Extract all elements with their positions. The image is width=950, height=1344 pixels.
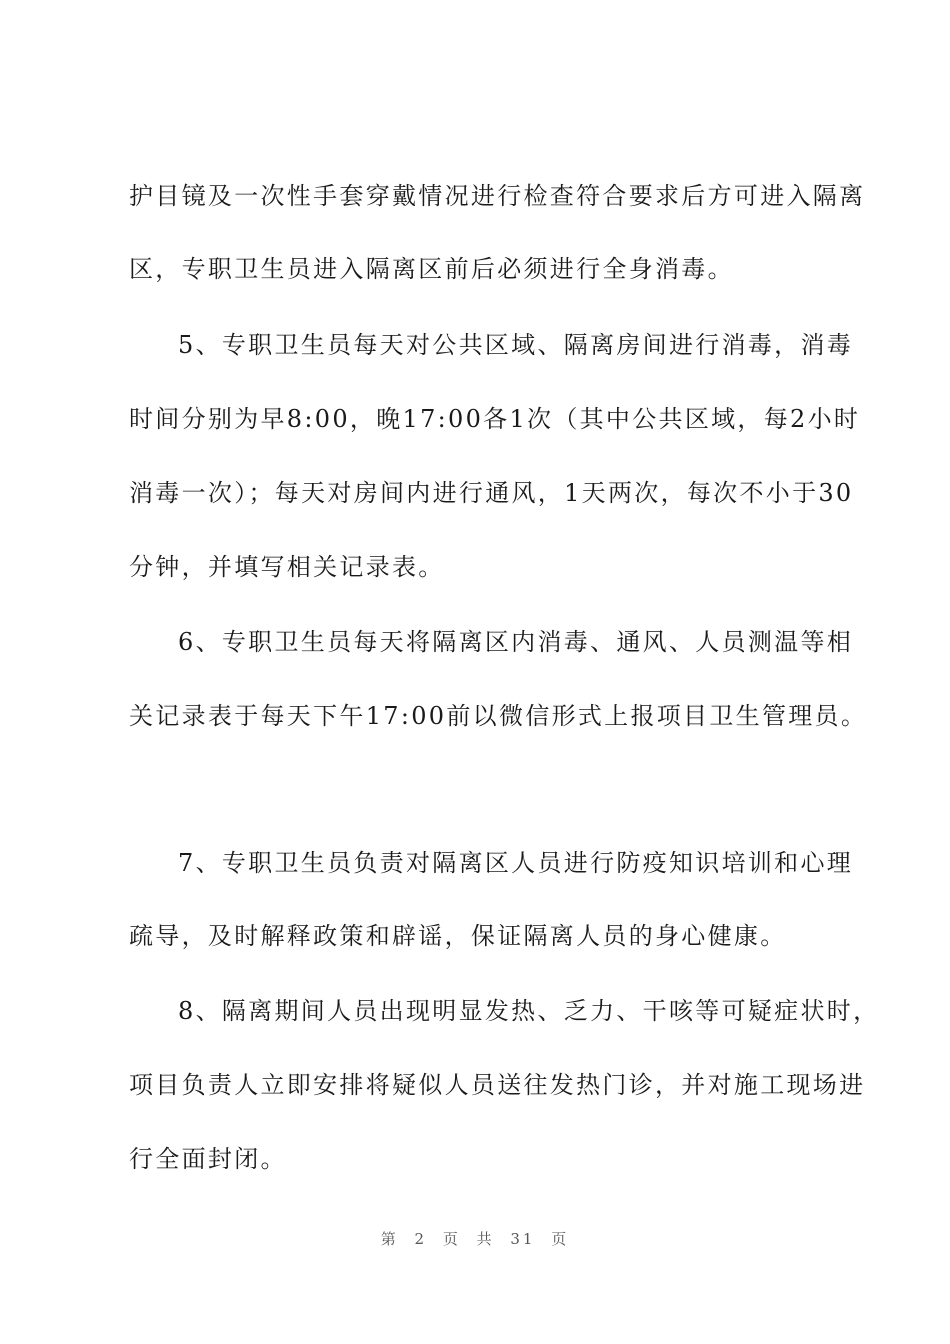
paragraph-line: 区，专职卫生员进入隔离区前后必须进行全身消毒。 [129,255,734,283]
paragraph-line: 时间分别为早8:00，晚17:00各1次（其中公共区域，每2小时 [129,405,861,433]
page-footer: 第 2 页 共 31 页 [380,1230,570,1248]
paragraph-line: 分钟，并填写相关记录表。 [129,553,445,581]
paragraph-6-line: 6、专职卫生员每天将隔离区内消毒、通风、人员测温等相 [178,628,854,656]
paragraph-line: 护目镜及一次性手套穿戴情况进行检查符合要求后方可进入隔离 [129,182,866,210]
paragraph-line: 关记录表于每天下午17:00前以微信形式上报项目卫生管理员。 [129,702,868,730]
paragraph-line: 疏导，及时解释政策和辟谣，保证隔离人员的身心健康。 [129,922,787,950]
paragraph-line: 消毒一次）；每天对房间内进行通风，1天两次，每次不小于30 [129,479,854,507]
paragraph-line: 项目负责人立即安排将疑似人员送往发热门诊，并对施工现场进 [129,1071,866,1099]
paragraph-line: 行全面封闭。 [129,1145,287,1173]
paragraph-8-line: 8、隔离期间人员出现明显发热、乏力、干咳等可疑症状时， [178,997,880,1025]
paragraph-7-line: 7、专职卫生员负责对隔离区人员进行防疫知识培训和心理 [178,849,854,877]
paragraph-5-line: 5、专职卫生员每天对公共区域、隔离房间进行消毒，消毒 [178,331,854,359]
